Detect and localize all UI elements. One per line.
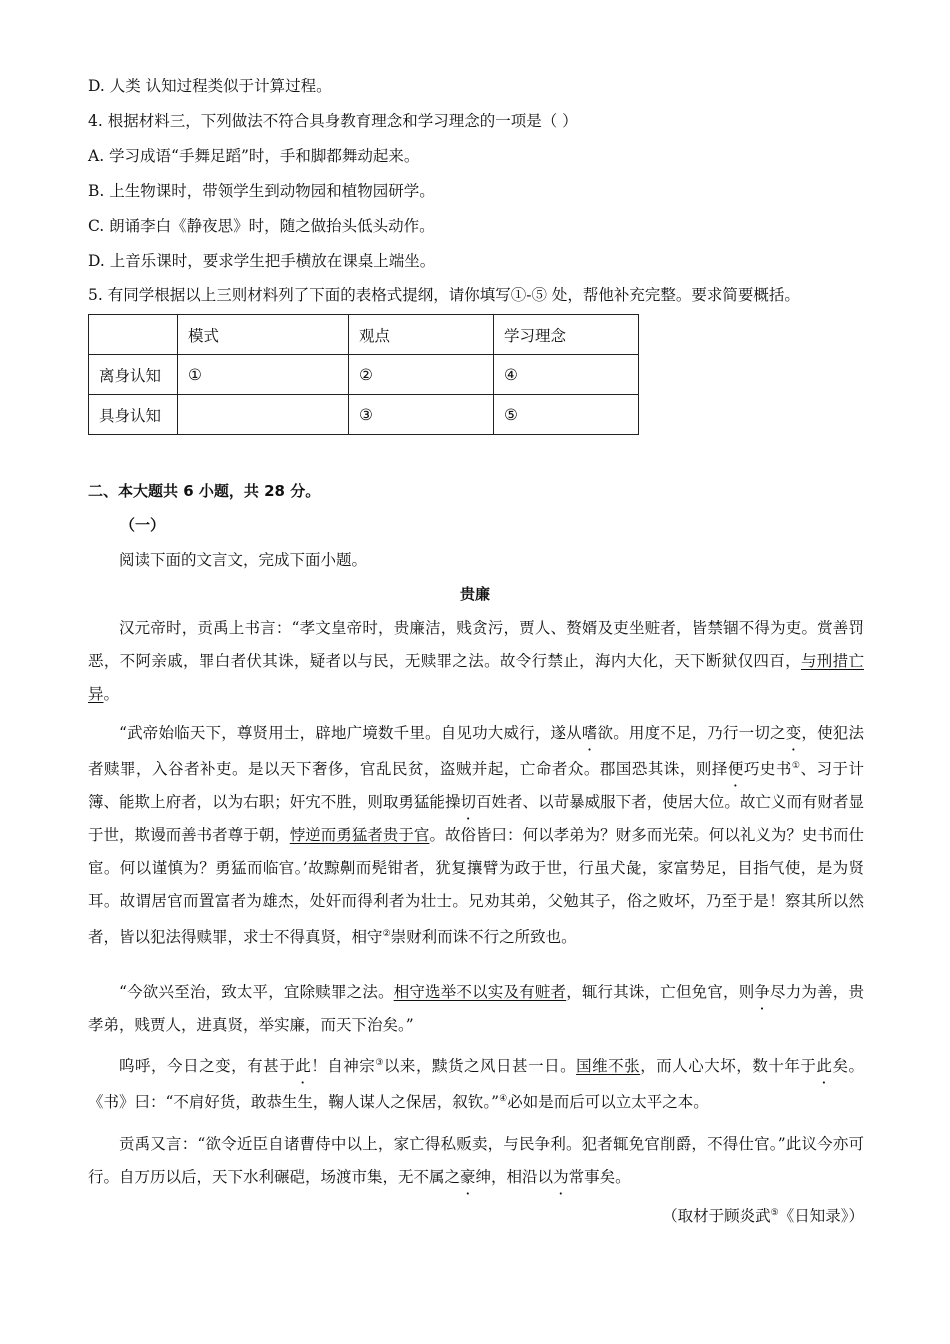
dotted-character: 之: [444, 1168, 461, 1186]
table-cell: ⑤: [494, 395, 639, 435]
table-row-label: 具身认知: [89, 395, 178, 435]
underlined-phrase: 国维不张: [576, 1057, 641, 1076]
section-heading: 二、本大题共 6 小题，共 28 分。: [88, 482, 321, 500]
passage-paragraph-2: “武帝始临天下，尊贤用士，辟地广境数千里。自见功大威行，遂从嗜欲。用度不足，乃行一切之变，使犯法者赎罪，入谷者补吏。是以天下奢侈，官乱民贫，盗贼并起，亡命者众。郡国恐其诛，则择便巧史书①、习于计簿、能欺上府者，以为右职；奸宄不胜，则取勇猛能操切百姓者、以苛暴威服下者，使居大位。故亡义而有财者显于世，欺谩而善书者尊于朝，悖逆而勇猛者贵于官。故俗皆曰：何以孝弟为？财多而光荣。何以礼义为？史书而仕宦。何以谨慎为？勇猛而临官。’故黥劓而髡钳者，犹复攘臂为政于世，行虽犬彘，家富势足，目指气使，是为贤耳。故谓居官而置富者为雄杰，处奸而得利者为壮士。兄劝其弟，父勉其子，俗之败坏，乃至于是！察其所以然者，皆以犯法得赎罪，求士不得真贤，相守②崇财利而诛不行之所致也。: [88, 724, 864, 947]
table-header-cell: 观点: [349, 315, 494, 355]
table-cell: [89, 315, 178, 355]
passage-paragraph-5: 贡禹又言：“欲令近臣自诸曹侍中以上，家亡得私贩卖，与民争利。犯者辄免官削爵，不得仕官。”此议今亦可行。自万历以后，天下水利碾硙，场渡市集，无不属之豪绅，相沿以为常事矣。: [88, 1135, 864, 1186]
table-header-cell: 模式: [178, 315, 349, 355]
underlined-phrase: 相守选举不以实及有赃者: [393, 983, 567, 1001]
outline-table: [88, 314, 639, 435]
q5-stem: 5. 有同学根据以上三则材料列了下面的表格式提纲，请你填写①-⑤ 处，帮他补充完整。要求简要概括。: [88, 286, 800, 304]
passage-paragraph-4: 呜呼，今日之变，有甚于此！自神宗③以来，黩货之风日甚一日。国维不张，而人心大坏，数十年于此矣。《书》曰：“不肩好货，敢恭生生，鞠人谋人之保居，叙钦。”④必如是而后可以立太平之本。: [88, 1057, 864, 1112]
dotted-character: 操: [444, 793, 461, 812]
dotted-character: 以: [537, 1168, 554, 1186]
dotted-character: 从: [566, 724, 582, 742]
q4-stem: 4. 根据材料三，下列做法不符合具身教育理念和学习理念的一项是（ ）: [88, 112, 578, 130]
table-cell: ③: [349, 395, 494, 435]
footnote-marker: ①: [791, 761, 801, 771]
table-row-label: 离身认知: [89, 355, 178, 395]
q4-option-a: A. 学习成语“手舞足蹈”时，手和脚都舞动起来。: [88, 147, 420, 165]
underlined-phrase: 悖逆而勇猛者贵于官: [289, 826, 430, 845]
dotted-character: 择: [711, 760, 728, 779]
footnote-marker: ⑤: [770, 1208, 779, 1218]
passage-title: 贵廉: [459, 585, 490, 603]
table-row: [89, 355, 639, 395]
dotted-character: 则: [738, 983, 755, 1001]
section-subheading: （一）: [120, 516, 166, 534]
dotted-character: 于: [279, 1057, 296, 1076]
table-header-row: [89, 315, 639, 355]
passage-paragraph-1: 汉元帝时，贡禹上书言：“孝文皇帝时，贵廉洁，贱贪污，贾人、赘婿及吏坐赃者，皆禁锢不得为吏。赏善罚恶，不阿亲戚，罪白者伏其诛，疑者以与民，无赎罪之法。故令行禁止，海内大化，天下断狱仅四百，与刑措亡异。: [88, 619, 864, 703]
q4-option-b: B. 上生物课时，带领学生到动物园和植物园研学。: [88, 182, 435, 200]
reading-instruction: 阅读下面的文言文，完成下面小题。: [119, 551, 368, 569]
underlined-phrase: 与刑措亡异: [88, 652, 864, 703]
table-cell: ④: [494, 355, 639, 395]
table-cell: [178, 395, 349, 435]
footnote-marker: ③: [375, 1058, 384, 1068]
footnote-marker: ②: [382, 929, 391, 940]
dotted-character: 之: [770, 724, 786, 742]
table-cell: ①: [178, 355, 349, 395]
q3-option-d: D. 人类 认知过程类似于计算过程。: [88, 77, 332, 95]
q4-option-c: C. 朗诵李白《静夜思》时，随之做抬头低头动作。: [88, 217, 435, 235]
passage-paragraph-3: “今欲兴至治，致太平，宜除赎罪之法。相守选举不以实及有赃者，辄行其诛，亡但免官，则争尽力为善，贵孝弟，贱贾人，进真贤，举实廉，而天下治矣。”: [88, 983, 864, 1034]
table-header-cell: 学习理念: [494, 315, 639, 355]
q4-option-d: D. 上音乐课时，要求学生把手横放在课桌上端坐。: [88, 252, 436, 270]
table-row: [89, 395, 639, 435]
source-citation: （取材于顾炎武⑤《日知录》）: [662, 1207, 864, 1226]
table-cell: ②: [349, 355, 494, 395]
dotted-character: 于: [800, 1057, 817, 1076]
footnote-marker: ④: [499, 1094, 508, 1105]
